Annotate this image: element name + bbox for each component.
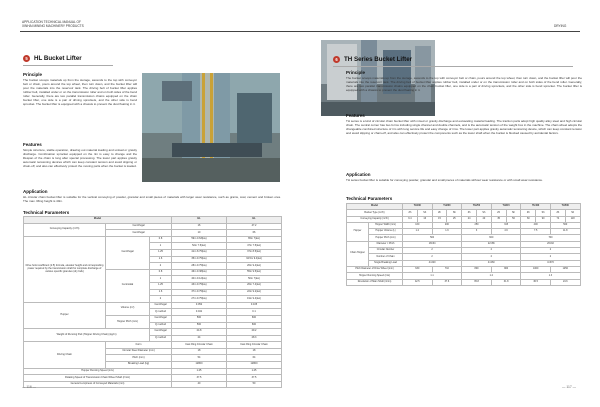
section-title: HL Bucket Lifter <box>34 55 82 62</box>
table-row: Revolution of Main Shaft (r/min) 42.5 37.6 35.8 31.8 30.5 24.6 <box>347 279 581 285</box>
tech-params-heading: Technical Parameters <box>346 196 393 201</box>
table-row: Q method 24 28.3 <box>24 335 282 342</box>
tech-params-heading: Technical Parameters <box>23 210 70 215</box>
table-row: Centrifugal 10 66 <box>24 230 282 237</box>
table-row: Circular Number 2 2 2 <box>347 248 581 254</box>
table-row: Q method 0.041 0.1 <box>24 309 282 316</box>
table-row: 1.6 35m 9.75(kw) 34.5m 9.4(kw) <box>24 256 282 263</box>
section-number-badge: 6 <box>333 56 340 63</box>
table-row: Chain Hopper Diameter × Pitch 18×64 22×86 26×92 <box>347 241 581 247</box>
table-row: Rotating Speed of Transmission Chain Wheel Shaft (r/min) 37.5 37.5 <box>24 375 282 382</box>
table-row: 1 40m 9.12(kw) 50m 7(kw) <box>24 276 282 283</box>
right-page-number: — 117 — <box>562 385 577 389</box>
table-row: 1 52m 7.5(kw) 47m 7.5(kw) <box>24 243 282 250</box>
table-row: Hopper Volume (m³) Centrifugal 0.052 0.105 <box>24 302 282 309</box>
application-text: HL circular chain bucket lifter is suitable for the vertical conveying of powder, granular and small pieces of materials with larger wear resistance, such as grains, coal, cement and broken ores. The max. lifting height is 40m. <box>23 195 281 203</box>
features-text: TH series is a kind of circular chain bucket lifter with mixed or gravity discharge and excavating material loading. The traction parts adopt high quality alloy steel and high circular chain. The central corner has two forms including single channel and double channels, and is the automatic tension of the weight box in the machine. The chain wheel adopts the changeable combined structure of rim with long service life and easy change of rims. The lower part applies gravity automatic tensioning device, which can keep constant tension and avoid slipping or chain-off, and also can effectively protect the components such as the lower shaft when the bucket is blocked caused by accidental factors. <box>346 119 582 135</box>
table-row: Conveying Capacity (m³/h) Centrifugal 16 47.2 <box>24 223 282 230</box>
table-row: 2 28m 9.75(kw) 26m 9.4(kw) <box>24 263 282 270</box>
table-row: Hopper Pitch (mm) 500 600 700 <box>347 235 581 241</box>
table-row: Hopper Volume (L) 1.2 1.9 3 4.6 7.5 11.8 <box>347 229 581 235</box>
features-text: Simple structure, stable operation, drawing out material loading and unload or gravity discharge. Combination sprocket equipped on the rim is easy to change and the lifespan of the chain is long after special processing. The lower part applies gravity automatic tensioning devices which can keep constant tension and avoid slipping or chain-off, and also can effectively protect the moving parts when the bucket is loaded. <box>23 148 137 168</box>
table-row: Centroidal 0.8 46m 9.38(kw) 55m 9.5(kw) <box>24 269 282 276</box>
table-row: Breaking Load (kg) 12800 12800 <box>24 362 282 369</box>
table-row: Bucket Type (m³/h) Zh Sh Zh Sh Zh Sh Zh Sh Zh Sh Zh Sh <box>347 210 581 216</box>
table-row: Pitch Diameter of Drive Wheel (mm) 630 710 800 900 1000 1250 <box>347 266 581 272</box>
table-row: Model TH160 TH200 TH250 TH315 TH400 TH500 <box>347 204 581 210</box>
principle-text: The bucket scoops materials up from the storage, ascends to the top with conveyor belt or chain, pours around the top wheel, then turn down, and the bucket lifter will pour the materials into the reservoir tank. The driving belt of bucket lifter applies rubber belt, installed under or on the transmission roller and on both sides of the bend roller. Generally, there are two parallel transmission chains equipped on the chain bucket lifter, one side is a pair of driving sprockets, and the other side is bend sprocket. The bucket lifter is equipped with a chassis to prevent the dust floating in it. <box>23 78 137 106</box>
right-page-header: DRYING <box>554 24 567 28</box>
right-page <box>300 0 600 407</box>
features-heading: Features <box>23 142 42 147</box>
left-page-header: APPLICATION TECHNICAL MANUAL OF XINHAI MINING MACHINERY PRODUCTS <box>22 20 84 28</box>
table-row: Driving Chain Form Cast Ring Circular Chain Cast Ring Circular Chain <box>24 342 282 349</box>
application-text: TH series bucket lifter is suitable for conveying powder, granular and small pieces of materials without wear resistance or with small wear resistance. <box>346 178 543 182</box>
table-row: Circular Steel Diameter (mm) 18 18 <box>24 348 282 355</box>
table-row: Number of Chain 2 2 2 <box>347 254 581 260</box>
table-row: Conveying Capacity (m³/h) 9.4 16 15 25 24 40 35 56 60 90 74 118 <box>347 216 581 222</box>
table-row: Hopper Running Speed (m/s) 1.1 1.2 1.3 <box>347 273 581 279</box>
table-row: Weight of Running Part (Hopper Driving Chain) (kg/m) Centrifugal 24.8 29.2 <box>24 329 282 336</box>
table-row: Hopper Running Speed (m/s) 1.25 1.25 <box>24 368 282 375</box>
hl-bucket-lifter-photo <box>142 73 280 182</box>
table-row: Hopper Hopper Width (mm) 160 200 250 315 400 500 <box>347 222 581 228</box>
table-row: Model HL HL <box>24 217 282 224</box>
header-rule <box>20 31 300 32</box>
table-row: Pitch (mm) 54 64 <box>24 355 282 362</box>
table-row: Drive hoist coefficient (2.5) formula, elevator height and corresponding power required by the transmission shaft for complete discharge of various specific granules (dry bulk) Centrifugal 0.8 59m 0.63(kw) 65m 7(kw) <box>24 236 282 243</box>
table-row: Q method 500 600 <box>24 322 282 329</box>
title-underline <box>333 66 573 67</box>
left-page-number: — 116 — <box>22 385 37 389</box>
table-row: General Lumpiness of Conveyed Materials (mm) 40 50 <box>24 381 282 388</box>
features-heading: Features <box>346 113 365 118</box>
principle-heading: Principle <box>23 72 43 77</box>
title-underline <box>23 65 113 66</box>
section-heading <box>23 55 82 62</box>
section-heading <box>333 56 412 63</box>
table-row: 1.25 43m 9.75(kw) 26m 7.4(kw) <box>24 282 282 289</box>
principle-heading: Principle <box>346 70 366 75</box>
section-number-badge: 5 <box>23 55 30 62</box>
header-rule <box>300 31 580 32</box>
principle-text: The bucket scoops materials up from the storage, ascends to the top with conveyor belt or chain, pours around the top wheel, then turn down, and the bucket lifter will pour the materials into the reservoir tank. The driving belt of bucket lifter applies rubber belt, installed under or on the transmission roller and on both sides of the bend roller. Generally, there are two parallel transmission chains equipped on the chain bucket lifter, one side is a pair of driving sprockets, and the other side is bend sprocket. The bucket lifter is equipped with a chassis to prevent the dust floating in it. <box>346 76 582 92</box>
table-row: 1.6 37m 9.75(kw) 22m 9.2(kw) <box>24 289 282 296</box>
hl-parameters-table <box>23 216 282 388</box>
table-row: 1.25 41m 8.75(kw) 37m 8.5(kw) <box>24 249 282 256</box>
table-row: Hopper Pitch (mm) Centrifugal 500 600 <box>24 315 282 322</box>
th-parameters-table <box>346 203 581 286</box>
section-title: TH Series Bucket Lifter <box>344 56 413 63</box>
application-heading: Application <box>23 189 48 194</box>
application-heading: Application <box>346 172 371 177</box>
table-row: Single Breaking Load 4×220 4×260 4×370 <box>347 260 581 266</box>
table-row: 2 27m 9.75(kw) 19m 9.4(kw) <box>24 296 282 303</box>
